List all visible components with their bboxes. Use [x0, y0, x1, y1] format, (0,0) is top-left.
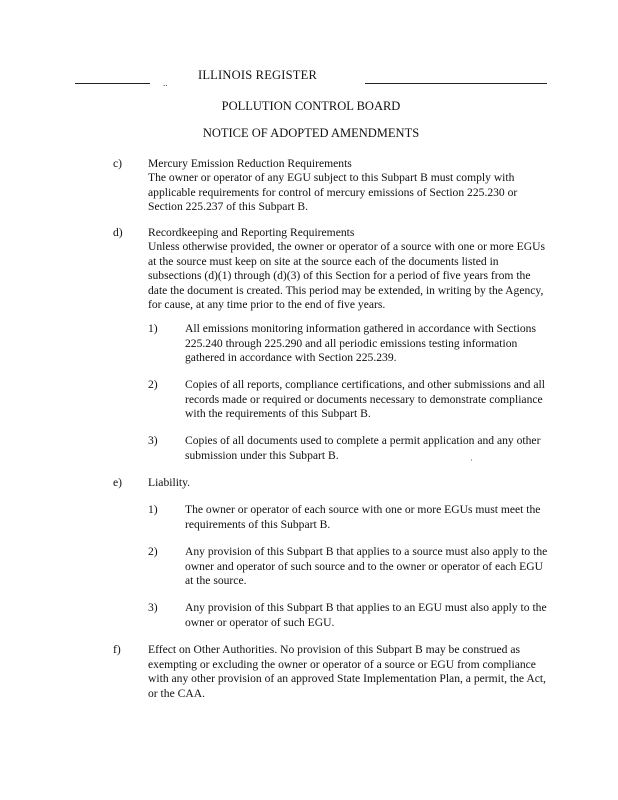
stray-dot: · [470, 455, 473, 465]
stray-mark: .. [163, 78, 168, 88]
section-e-item-1-text: The owner or operator of each source with one or more EGUs must meet the requirements of this Subpart B. [185, 503, 541, 531]
header-rule-right [365, 83, 547, 84]
section-d-body: Unless otherwise provided, the owner or operator of a source with one or more EGUs at the source must keep on site at the source each of the documents listed in subsections (d)(1) through (d)(3) of this Section for a period of five years from the date the document is created. This period may be extended, in writing by the Agency, for cause, at any time prior to the end of five years. [148, 240, 545, 311]
section-d-label: d) [113, 226, 123, 239]
section-e-item-2-text: Any provision of this Subpart B that applies to a source must also apply to the owner and operator of such source and to the owner or operator of each EGU at the source. [185, 545, 548, 587]
section-e-item-3-label: 3) [148, 601, 158, 614]
section-e-item-2-label: 2) [148, 545, 158, 558]
notice-title: NOTICE OF ADOPTED AMENDMENTS [202, 126, 420, 140]
header-rule-left [75, 83, 150, 84]
section-e-item-3-text: Any provision of this Subpart B that applies to an EGU must also apply to the owner or operator of such EGU. [185, 601, 547, 629]
section-e-label: e) [113, 476, 123, 489]
section-d-item-1-label: 1) [148, 322, 158, 335]
section-d-item-3-label: 3) [148, 434, 158, 447]
section-d-item-2-text: Copies of all reports, compliance certifications, and other submissions and all records made or required or documents necessary to demonstrate compliance with the requirements of this Subpart B. [185, 378, 545, 420]
section-c-label: c) [113, 157, 123, 170]
section-d-item-1-text: All emissions monitoring information gathered in accordance with Sections 225.240 through 225.290 and all periodic emissions testing information gathered in accordance with Section 225.239. [185, 322, 536, 364]
section-c-heading: Mercury Emission Reduction Requirements [148, 157, 352, 170]
section-f-body: Effect on Other Authorities. No provision of this Subpart B may be construed as exempting or excluding the owner or operator of a source or EGU from compliance with any other provision of an approved State Implementation Plan, a permit, the Act, or the CAA. [148, 643, 546, 700]
section-f-label: f) [113, 643, 121, 656]
section-c-body: The owner or operator of any EGU subject to this Subpart B must comply with applicable requirements for control of mercury emissions of Section 225.230 or Section 225.237 of this Subpart B. [148, 171, 518, 213]
section-d-item-3-text: Copies of all documents used to complete a permit application and any other submission under this Subpart B. [185, 434, 541, 462]
section-d-heading: Recordkeeping and Reporting Requirements [148, 226, 355, 239]
section-d-item-2-label: 2) [148, 378, 158, 391]
board-title: POLLUTION CONTROL BOARD [221, 99, 401, 113]
section-e-heading: Liability. [148, 476, 191, 489]
section-e-item-1-label: 1) [148, 503, 158, 516]
register-title: ILLINOIS REGISTER [197, 68, 317, 82]
